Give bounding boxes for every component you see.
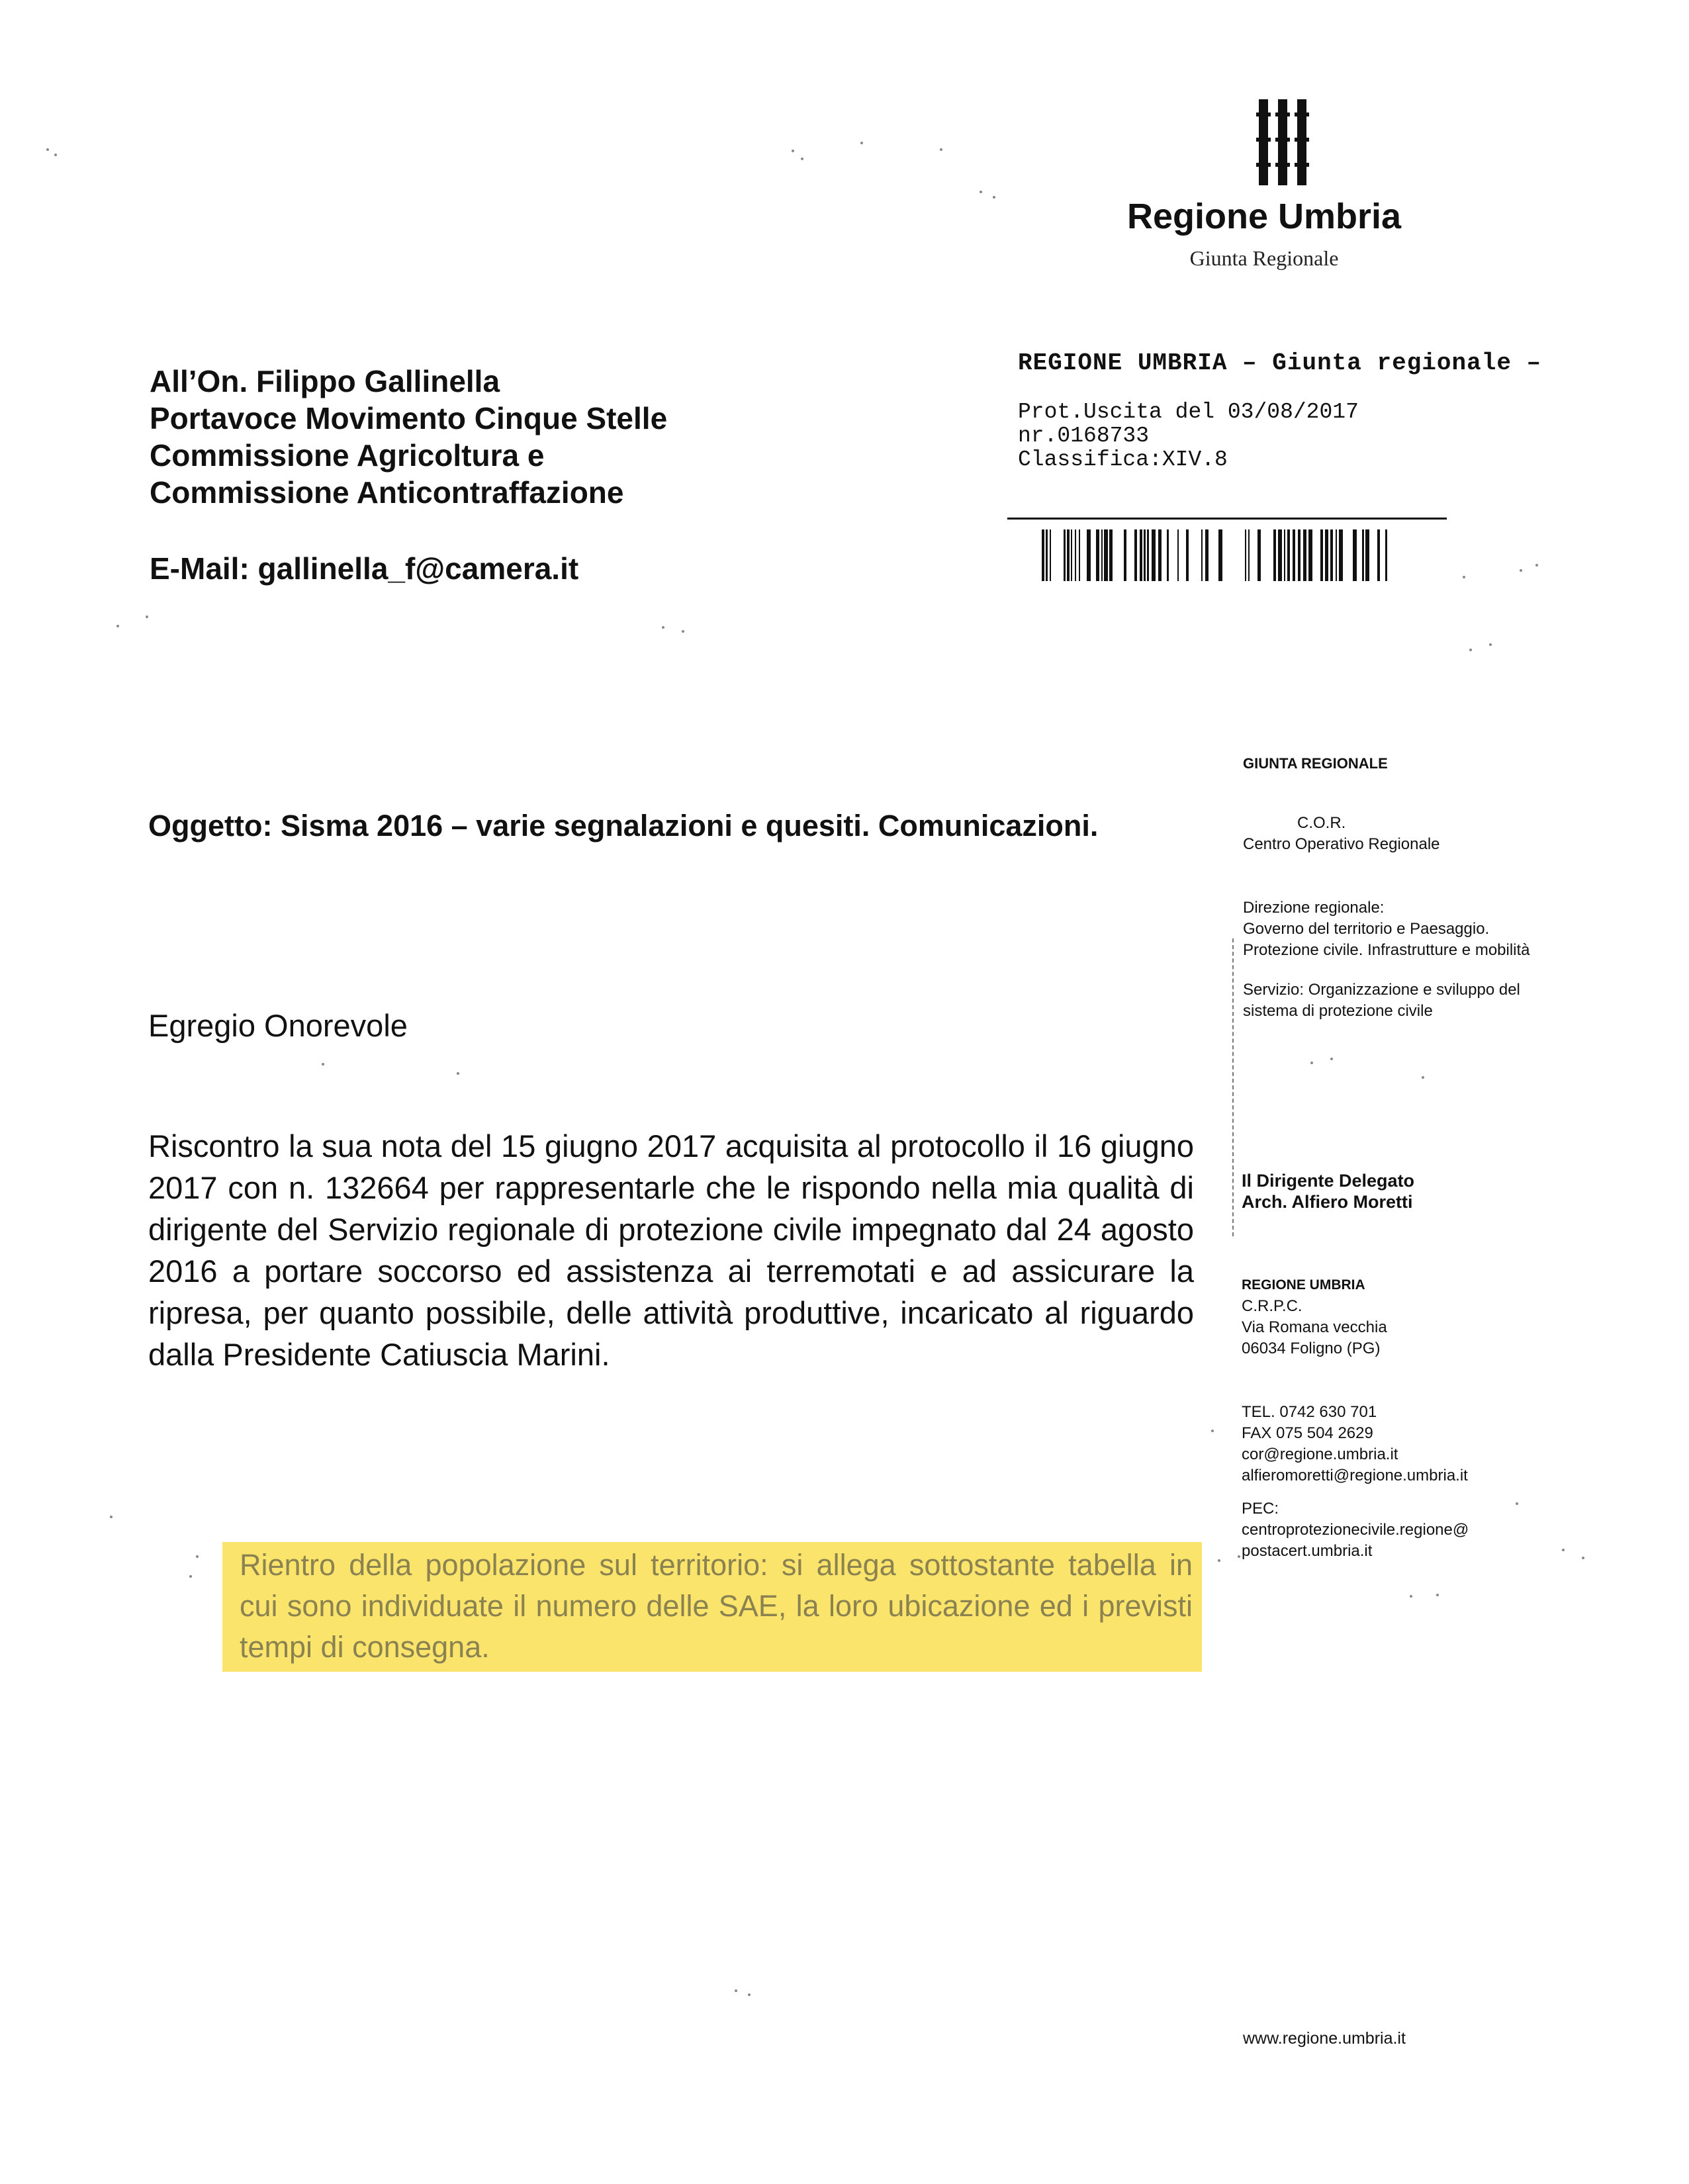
barcode-bar: [1377, 529, 1380, 581]
logo-subtitle: Giunta Regionale: [1189, 246, 1339, 270]
sidebar-cor-code: C.O.R.: [1297, 814, 1346, 832]
barcode-bar: [1273, 529, 1276, 581]
barcode-bar: [1087, 529, 1091, 581]
scan-speck: [1238, 1555, 1240, 1558]
scan-speck: [682, 630, 684, 633]
sidebar-divider: [1232, 938, 1234, 1236]
scan-speck: [1310, 1062, 1313, 1064]
scan-speck: [748, 1993, 751, 1996]
salutation: Egregio Onorevole: [148, 1008, 408, 1043]
scan-speck: [980, 191, 982, 193]
barcode-bar: [1353, 529, 1357, 581]
scan-speck: [1489, 643, 1492, 646]
scan-speck: [54, 154, 57, 156]
barcode-bar: [1278, 529, 1282, 581]
sidebar-dirigente: [1242, 1170, 1414, 1212]
barcode-bar: [1303, 529, 1306, 581]
scan-speck: [940, 148, 942, 151]
recipient-line: Commissione Anticontraffazione: [150, 475, 624, 510]
barcode-bar: [1365, 529, 1369, 581]
barcode-bar: [1293, 529, 1295, 581]
scan-speck: [1562, 1549, 1565, 1551]
barcode-bar: [1167, 529, 1169, 581]
sidebar-address-line: REGIONE UMBRIA: [1242, 1277, 1365, 1293]
scan-speck: [1516, 1502, 1518, 1505]
scan-speck: [110, 1516, 113, 1518]
barcode-bar: [1046, 529, 1048, 581]
sidebar-address-line: Via Romana vecchia: [1242, 1318, 1387, 1336]
barcode-bar: [1205, 529, 1209, 581]
barcode-bar: [1067, 529, 1070, 581]
sidebar-giunta: GIUNTA REGIONALE: [1243, 755, 1388, 772]
scan-speck: [322, 1063, 324, 1066]
protocol-stamp: [1018, 349, 1541, 472]
scan-speck: [993, 196, 995, 199]
stamp-header: REGIONE UMBRIA – Giunta regionale –: [1018, 349, 1542, 377]
barcode-icon: [1042, 529, 1392, 581]
sidebar-direzione-line: Protezione civile. Infrastrutture e mobilità: [1243, 941, 1530, 959]
sidebar-cor-name: Centro Operativo Regionale: [1243, 835, 1440, 853]
sidebar-address: [1242, 1275, 1387, 1359]
barcode-bar: [1308, 529, 1312, 581]
barcode-bar: [1218, 529, 1222, 581]
sidebar-address-line: C.R.P.C.: [1242, 1297, 1302, 1315]
sidebar-fax: FAX 075 504 2629: [1242, 1424, 1373, 1442]
recipient-block: [150, 363, 667, 511]
barcode-bar: [1147, 529, 1149, 581]
sidebar-pec-label: PEC:: [1242, 1500, 1279, 1518]
scan-speck: [792, 150, 794, 152]
scan-speck: [662, 626, 664, 629]
recipient-line: Commissione Agricoltura e: [150, 438, 545, 473]
barcode-bar: [1079, 529, 1080, 581]
sidebar-email-link[interactable]: alfieromoretti@regione.umbria.it: [1242, 1467, 1468, 1484]
barcode-bar: [1248, 529, 1250, 581]
sidebar-direzione-line: Direzione regionale:: [1243, 899, 1385, 917]
footer-website-link[interactable]: www.regione.umbria.it: [1243, 2029, 1406, 2048]
sidebar-cor: [1243, 813, 1440, 855]
barcode-bar: [1257, 529, 1261, 581]
sidebar-dirigente-line: Arch. Alfiero Moretti: [1242, 1192, 1413, 1212]
stamp-divider: [1007, 518, 1447, 520]
stamp-protocol: Prot.Uscita del 03/08/2017: [1018, 400, 1359, 424]
barcode-bar: [1075, 529, 1076, 581]
barcode-bar: [1101, 529, 1103, 581]
scan-speck: [1436, 1594, 1439, 1596]
barcode-bar: [1284, 529, 1285, 581]
scan-speck: [1422, 1076, 1424, 1079]
barcode-bar: [1298, 529, 1301, 581]
barcode-bar: [1140, 529, 1142, 581]
scan-speck: [457, 1072, 459, 1075]
barcode-bar: [1152, 529, 1156, 581]
scan-speck: [1469, 649, 1472, 651]
sidebar-pec-address[interactable]: postacert.umbria.it: [1242, 1542, 1373, 1560]
barcode-bar: [1385, 529, 1387, 581]
sidebar-servizio-line: Servizio: Organizzazione e sviluppo del: [1243, 981, 1520, 999]
sidebar-servizio-line: sistema di protezione civile: [1243, 1002, 1433, 1020]
scan-speck: [860, 142, 863, 144]
regione-umbria-logo-icon: [1250, 99, 1316, 185]
scan-speck: [735, 1989, 737, 1992]
sidebar-phone: TEL. 0742 630 701: [1242, 1403, 1377, 1421]
barcode-bar: [1320, 529, 1323, 581]
recipient-line: Portavoce Movimento Cinque Stelle: [150, 401, 668, 435]
scan-speck: [189, 1575, 192, 1578]
barcode-bar: [1201, 529, 1203, 581]
stamp-number: nr.0168733: [1018, 424, 1150, 448]
barcode-bar: [1245, 529, 1246, 581]
sidebar-address-line: 06034 Foligno (PG): [1242, 1340, 1381, 1357]
scan-speck: [1582, 1557, 1584, 1559]
scan-speck: [46, 148, 49, 151]
barcode-bar: [1050, 529, 1051, 581]
barcode-bar: [1177, 529, 1179, 581]
barcode-bar: [1287, 529, 1290, 581]
scan-speck: [146, 615, 148, 618]
highlighted-paragraph: Rientro della popolazione sul territorio: si allega sottostante tabella in cui sono individuate il numero delle SAE, la loro ubicazione ed i previsti tempi di consegna.: [240, 1548, 1193, 1664]
barcode-bar: [1134, 529, 1137, 581]
scan-speck: [801, 158, 803, 160]
scan-speck: [1535, 564, 1538, 567]
scan-speck: [1211, 1430, 1214, 1432]
barcode-bar: [1071, 529, 1072, 581]
barcode-bar: [1186, 529, 1189, 581]
barcode-bar: [1104, 529, 1108, 581]
barcode-bar: [1339, 529, 1343, 581]
barcode-bar: [1144, 529, 1146, 581]
recipient-email: E-Mail: gallinella_f@camera.it: [150, 551, 579, 586]
stamp-classifica: Classifica:XIV.8: [1018, 447, 1228, 472]
sidebar-contacts: [1242, 1402, 1468, 1486]
sidebar-servizio: [1243, 979, 1520, 1022]
barcode-bar: [1362, 529, 1364, 581]
barcode-bar: [1336, 529, 1337, 581]
body-paragraph: Riscontro la sua nota del 15 giugno 2017 acquisita al protocollo il 16 giugno 2017 con n. 132664 per rappresentarle che le rispondo nella mia qualità di dirigente del Servizio regionale di protezione civile impegnato dal 24 agosto 2016 a portare soccorso ed assistenza ai terremotati e ad assicurare la ripresa, per quanto possibile, delle attività produttive, incaricato al riguardo dalla Presidente Catiuscia Marini.: [148, 1128, 1194, 1372]
barcode-bar: [1064, 529, 1066, 581]
scan-speck: [1330, 1058, 1333, 1060]
barcode-bar: [1124, 529, 1126, 581]
sidebar-direzione-line: Governo del territorio e Paesaggio.: [1243, 920, 1490, 938]
recipient-line: All’On. Filippo Gallinella: [150, 364, 500, 398]
scan-speck: [196, 1555, 199, 1558]
logo-title: Regione Umbria: [1126, 197, 1402, 236]
barcode-bar: [1158, 529, 1162, 581]
sidebar-direzione: [1243, 897, 1530, 961]
scan-speck: [1218, 1559, 1220, 1562]
scan-speck: [116, 625, 119, 627]
scan-speck: [1463, 576, 1465, 578]
sidebar-email-link[interactable]: cor@regione.umbria.it: [1242, 1445, 1398, 1463]
barcode-bar: [1325, 529, 1328, 581]
barcode-bar: [1109, 529, 1113, 581]
subject-line: Oggetto: Sisma 2016 – varie segnalazioni e quesiti. Comunicazioni.: [148, 809, 1099, 842]
sidebar-pec: [1242, 1498, 1469, 1562]
barcode-bar: [1042, 529, 1044, 581]
stamp-details: [1018, 400, 1541, 472]
barcode-bar: [1096, 529, 1099, 581]
sidebar-pec-address[interactable]: centroprotezionecivile.regione@: [1242, 1521, 1469, 1539]
sidebar-dirigente-line: Il Dirigente Delegato: [1242, 1171, 1415, 1191]
scan-speck: [1520, 569, 1522, 572]
barcode-bar: [1330, 529, 1333, 581]
scan-speck: [1410, 1595, 1412, 1598]
